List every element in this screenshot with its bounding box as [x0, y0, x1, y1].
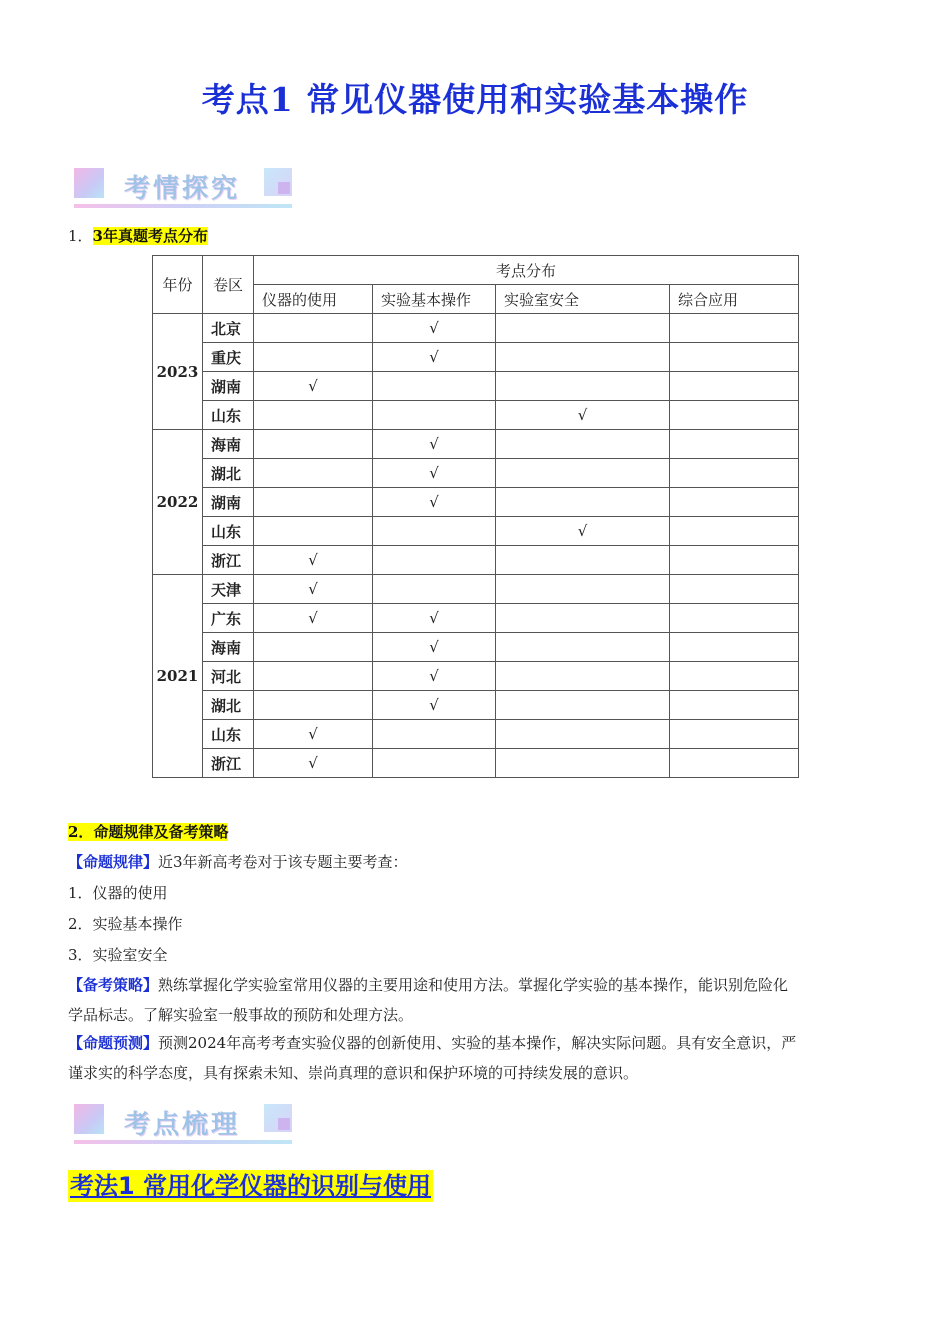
check-mark: √ [429, 696, 439, 714]
mark-cell [670, 459, 799, 488]
check-mark: √ [308, 725, 318, 743]
check-mark: √ [308, 551, 318, 569]
region-cell: 海南 [203, 633, 254, 662]
year-cell: 2023 [153, 314, 203, 430]
page-title: 考点1 常见仪器使用和实验基本操作 [201, 80, 749, 119]
mark-cell [496, 575, 670, 604]
mark-cell [254, 343, 373, 372]
mark-cell [670, 430, 799, 459]
mark-cell [496, 749, 670, 778]
table-row [153, 459, 799, 488]
banner-underline [74, 204, 292, 208]
table-row [153, 343, 799, 372]
section1-label: 3年真题考点分布 [92, 227, 208, 245]
mark-cell [373, 314, 496, 343]
forecast-paragraph [68, 1033, 882, 1083]
mark-cell [496, 488, 670, 517]
table-header-row [153, 256, 799, 285]
check-mark: √ [429, 348, 439, 366]
mark-cell [254, 517, 373, 546]
table-row [153, 546, 799, 575]
mark-cell [496, 691, 670, 720]
mark-cell [496, 633, 670, 662]
table-row [153, 749, 799, 778]
mark-cell [254, 662, 373, 691]
header-col: 实验室安全 [496, 285, 670, 314]
mark-cell [373, 372, 496, 401]
table-row [153, 372, 799, 401]
strategy-paragraph [68, 975, 878, 1025]
header-col: 实验基本操作 [373, 285, 496, 314]
mark-cell [496, 401, 670, 430]
table-row [153, 430, 799, 459]
section2-heading [68, 822, 228, 842]
section2-number: 2． [68, 823, 94, 841]
section-banner-exam-analysis [74, 168, 294, 212]
strategy-tag: 【备考策略】 [68, 976, 159, 994]
mark-cell [496, 604, 670, 633]
mark-cell [496, 662, 670, 691]
mark-cell [670, 488, 799, 517]
mark-cell [496, 372, 670, 401]
mark-cell [670, 633, 799, 662]
strategy-line1: 熟练掌握化学实验室常用仪器的主要用途和使用方法。掌握化学实验的基本操作，能识别危险化 [158, 976, 789, 994]
mark-cell [373, 401, 496, 430]
banner-decor-square [74, 1104, 104, 1134]
mark-cell [496, 459, 670, 488]
mark-cell [670, 372, 799, 401]
mark-cell [254, 691, 373, 720]
header-col: 综合应用 [670, 285, 799, 314]
mark-cell [496, 430, 670, 459]
table-row [153, 488, 799, 517]
mark-cell [373, 662, 496, 691]
banner-label: 考点梳理 [124, 1110, 241, 1140]
region-cell: 湖南 [203, 372, 254, 401]
mark-cell [670, 720, 799, 749]
region-cell: 重庆 [203, 343, 254, 372]
check-mark: √ [429, 667, 439, 685]
check-mark: √ [429, 609, 439, 627]
header-region: 卷区 [203, 256, 254, 314]
mark-cell [373, 459, 496, 488]
check-mark: √ [429, 493, 439, 511]
mark-cell [254, 604, 373, 633]
mark-cell [670, 604, 799, 633]
check-mark: √ [308, 580, 318, 598]
check-mark: √ [308, 377, 318, 395]
mark-cell [670, 691, 799, 720]
section-banner-key-points [74, 1104, 294, 1148]
region-cell: 湖北 [203, 691, 254, 720]
forecast-line2: 谨求实的科学态度，具有探索未知、崇尚真理的意识和保护环境的可持续发展的意识。 [68, 1064, 639, 1082]
table-row [153, 575, 799, 604]
mark-cell [254, 459, 373, 488]
rule-tag: 【命题规律】 [68, 853, 159, 871]
banner-decor-square [278, 182, 290, 194]
forecast-tag: 【命题预测】 [68, 1034, 159, 1052]
mark-cell [496, 720, 670, 749]
check-mark: √ [429, 319, 439, 337]
check-mark: √ [577, 406, 588, 424]
table-row [153, 633, 799, 662]
mark-cell [670, 749, 799, 778]
mark-cell [254, 575, 373, 604]
table-row [153, 604, 799, 633]
check-mark: √ [429, 435, 439, 453]
region-cell: 湖北 [203, 459, 254, 488]
mark-cell [373, 633, 496, 662]
mark-cell [254, 633, 373, 662]
table-row [153, 720, 799, 749]
list-item: 3．实验室安全 [68, 946, 168, 964]
check-mark: √ [308, 609, 318, 627]
mark-cell [373, 691, 496, 720]
region-cell: 山东 [203, 517, 254, 546]
check-mark: √ [577, 522, 588, 540]
mark-cell [254, 546, 373, 575]
region-cell: 山东 [203, 720, 254, 749]
region-cell: 湖南 [203, 488, 254, 517]
mark-cell [254, 430, 373, 459]
region-cell: 海南 [203, 430, 254, 459]
banner-underline [74, 1140, 292, 1144]
mark-cell [670, 343, 799, 372]
table-row [153, 401, 799, 430]
mark-cell [670, 401, 799, 430]
mark-cell [496, 546, 670, 575]
mark-cell [373, 546, 496, 575]
year-cell: 2021 [153, 575, 203, 778]
region-cell: 广东 [203, 604, 254, 633]
section1-number: 1． [68, 227, 93, 245]
mark-cell [254, 720, 373, 749]
header-group: 考点分布 [254, 256, 799, 285]
mark-cell [670, 575, 799, 604]
check-mark: √ [308, 754, 318, 772]
mark-cell [373, 430, 496, 459]
mark-cell [496, 314, 670, 343]
banner-decor-square [278, 1118, 290, 1130]
forecast-line1: 预测2024年高考考查实验仪器的创新使用、实验的基本操作，解决实际问题。具有安全意识，严 [158, 1034, 797, 1052]
mark-cell [373, 720, 496, 749]
table-row [153, 691, 799, 720]
banner-decor-square [74, 168, 104, 198]
header-col: 仪器的使用 [254, 285, 373, 314]
rule-text: 近3年新高考卷对于该专题主要考查： [158, 853, 408, 871]
list-item: 2．实验基本操作 [68, 915, 183, 933]
year-cell: 2022 [153, 430, 203, 575]
exam-distribution-table [152, 255, 799, 778]
table-row [153, 517, 799, 546]
mark-cell [254, 372, 373, 401]
region-cell: 浙江 [203, 546, 254, 575]
region-cell: 浙江 [203, 749, 254, 778]
header-year: 年份 [153, 256, 203, 314]
mark-cell [496, 517, 670, 546]
mark-cell [670, 517, 799, 546]
mark-cell [254, 749, 373, 778]
mark-cell [670, 314, 799, 343]
mark-cell [254, 401, 373, 430]
section2-label: 命题规律及备考策略 [93, 823, 229, 841]
region-cell: 北京 [203, 314, 254, 343]
table-row [153, 314, 799, 343]
table-row [153, 662, 799, 691]
mark-cell [373, 604, 496, 633]
banner-label: 考情探究 [124, 174, 241, 204]
mark-cell [670, 546, 799, 575]
section1-heading [68, 226, 208, 246]
mark-cell [254, 488, 373, 517]
region-cell: 河北 [203, 662, 254, 691]
check-mark: √ [429, 464, 439, 482]
check-mark: √ [429, 638, 439, 656]
mark-cell [373, 575, 496, 604]
strategy-line2: 学品标志。了解实验室一般事故的预防和处理方法。 [68, 1006, 414, 1024]
list-item: 1．仪器的使用 [68, 884, 168, 902]
mark-cell [373, 343, 496, 372]
mark-cell [373, 749, 496, 778]
mark-cell [496, 343, 670, 372]
rule-paragraph [68, 852, 408, 872]
mark-cell [254, 314, 373, 343]
region-cell: 山东 [203, 401, 254, 430]
region-cell: 天津 [203, 575, 254, 604]
mark-cell [373, 488, 496, 517]
mark-cell [670, 662, 799, 691]
method-title: 考法1 常用化学仪器的识别与使用 [70, 1172, 432, 1200]
mark-cell [373, 517, 496, 546]
